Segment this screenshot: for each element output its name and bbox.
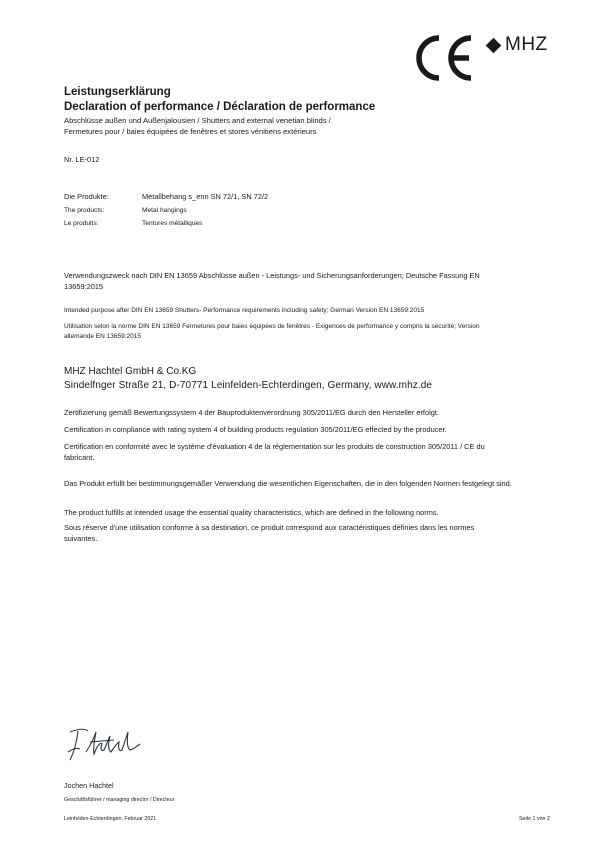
- company-address: Sindelfnger Straße 21, D-70771 Leinfelden-Echterdingen, Germany, www.mhz.de: [64, 380, 433, 391]
- products-label: The products:: [64, 207, 105, 214]
- purpose-fr: Utilisation selon la norme DIN EN 13659 Fermetures pour baies équipées de fenêtres - Exigences de performance y compris la sécurité; Version allemande EN 13659:2015: [64, 323, 480, 340]
- fulfillment-fr: Sous réserve d'une utilisation conforme à sa destination, ce produit correspond aux caractéristiques définies dans les normes suivantes.: [64, 523, 475, 543]
- fulfillment-en: The product fulfills at intended usage the essential quality characteristics, which are defined in the following norms.: [64, 508, 439, 517]
- products-row-de: [64, 192, 268, 201]
- products-value: Tentures métalliques: [142, 220, 203, 227]
- company-name: MHZ Hachtel GmbH & Co.KG: [64, 366, 197, 377]
- certification-en: Certification in compliance with rating system 4 of building products regulation 305/2011/EG effected by the producer.: [64, 425, 447, 434]
- certification-fr: Certification en conformité avec le système d'évaluation 4 de la réglementation sur les produits de construction 305/2011 / CE du fabricant.: [64, 442, 485, 462]
- products-row-fr: [64, 220, 202, 227]
- brand-name: MHZ: [505, 34, 548, 55]
- document-title-en-fr: Declaration of performance / Déclaration de performance: [64, 101, 376, 113]
- ce-mark-logo: [413, 34, 477, 82]
- fulfillment-de: Das Produkt erfüllt bei bestimmungsgemäßer Verwendung die wesentlichen Eigenschaften, die in den folgenden Normen festgelegt sind.: [64, 479, 512, 488]
- document-subtitle-line1: Abschlüsse außen und Außenjalousien / Shutters and external venetian blinds /: [64, 116, 331, 125]
- place-date: Leinfelden-Echterdingen, Februar 2021: [64, 816, 157, 822]
- products-value: Metal hangings: [142, 207, 187, 214]
- products-label: Die Produkte:: [64, 192, 109, 201]
- purpose-de: Verwendungszweck nach DIN EN 13659 Abschlüsse außen - Leistungs- und Sicherungsanforderungen; Deutsche Fassung EN 13659:2015: [64, 271, 480, 291]
- document-number: Nr. LE-012: [64, 155, 100, 164]
- signer-role: Geschäftsführer / managing director / Directeur: [64, 797, 175, 803]
- document-title-de: Leistungserklärung: [64, 86, 171, 98]
- page-number: Seite 1 von 2: [519, 816, 550, 822]
- document-subtitle-line2: Fermetures pour / baies équipées de fenêtres et stores vénitiens extérieurs: [64, 127, 317, 136]
- certification-de: Zertifizierung gemäß Bewertungssystem 4 der Bauproduktenverordnung 305/2011/EG durch den Hersteller erfolgt.: [64, 408, 439, 417]
- signature-image: [64, 722, 144, 764]
- signer-name: Jochen Hachtel: [64, 781, 114, 790]
- products-value: Metallbehang s_enn SN 72/1, SN 72/2: [142, 192, 269, 201]
- products-label: Le produits:: [64, 220, 99, 227]
- purpose-en: Intended purpose after DIN EN 13659 Shutters- Performance requirements including safety; German Version EN 13659:2015: [64, 307, 425, 314]
- mhz-logo: [488, 34, 548, 56]
- diamond-icon: [486, 37, 502, 53]
- products-row-en: [64, 207, 187, 214]
